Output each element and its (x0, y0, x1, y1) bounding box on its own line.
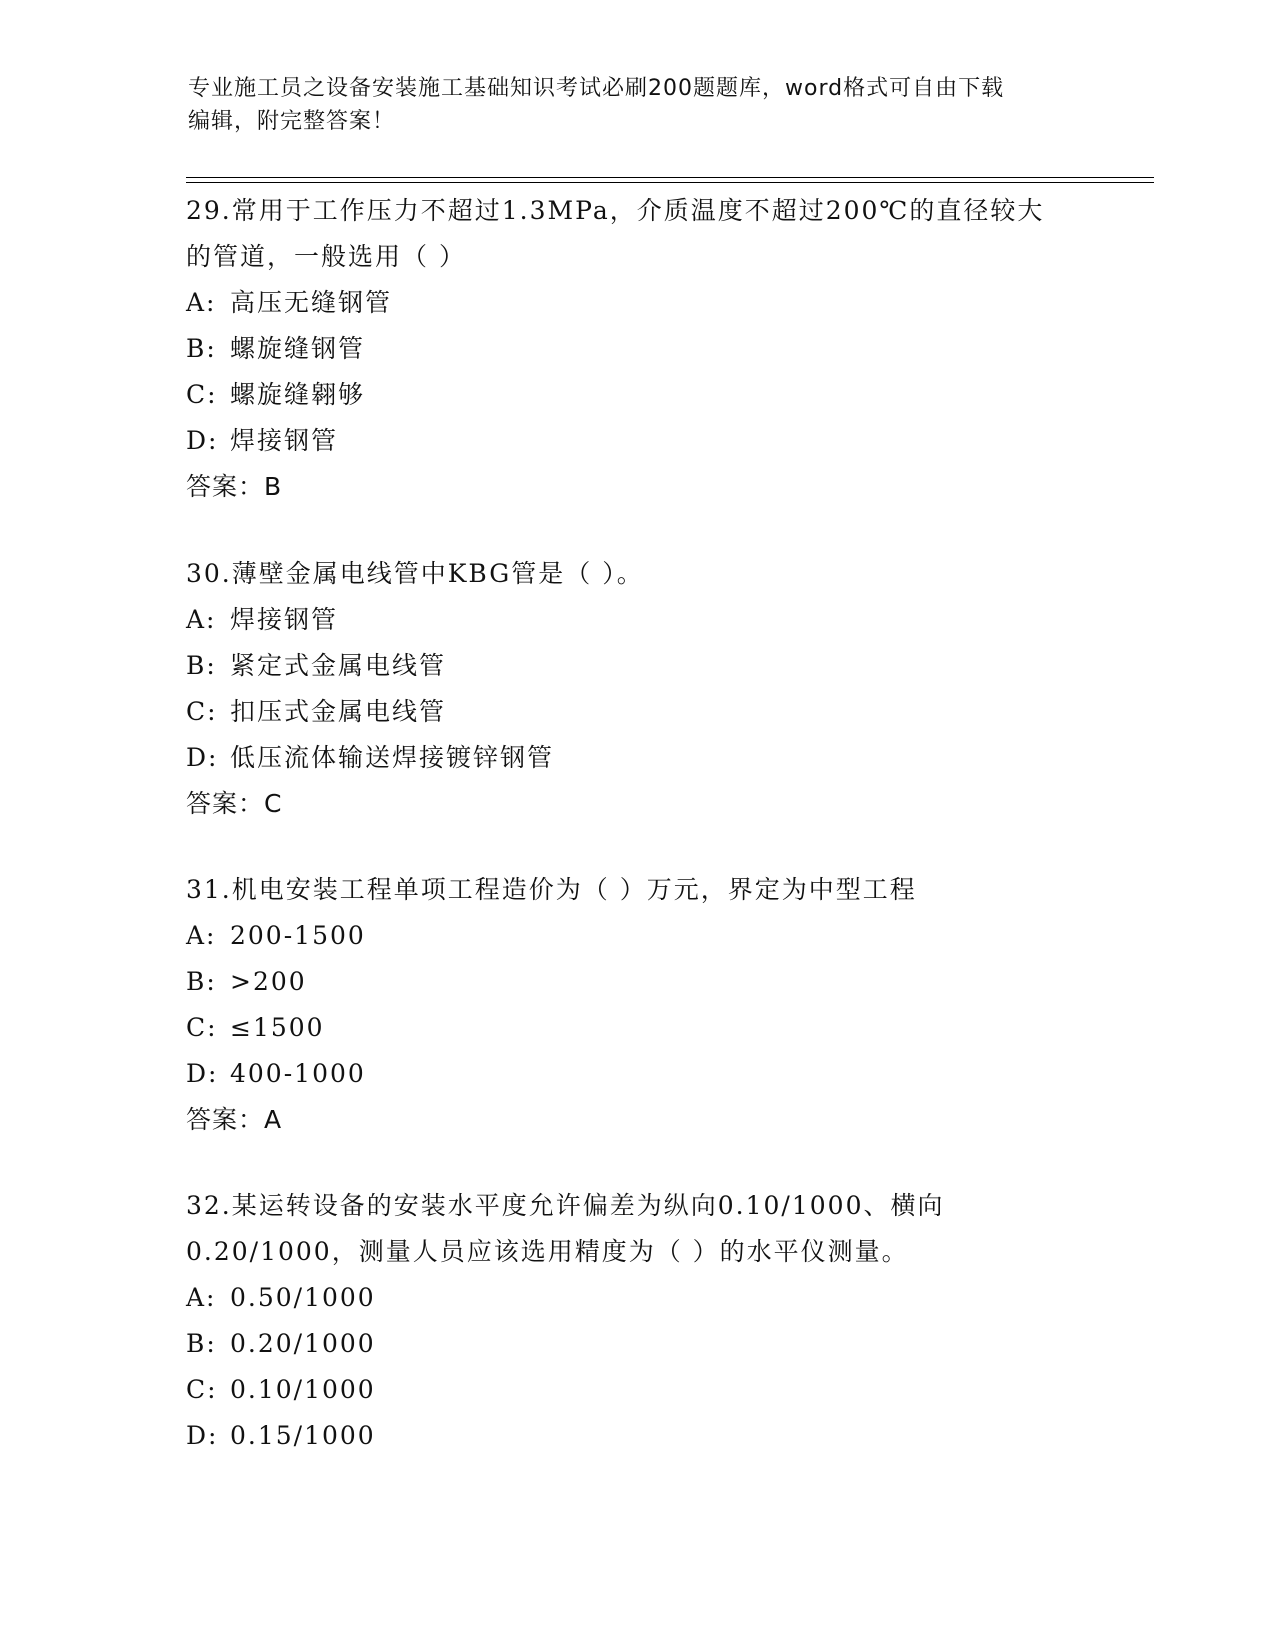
option-a (186, 597, 1086, 643)
option-text: 高压无缝钢管 (230, 288, 393, 317)
header-divider-top (186, 177, 1154, 178)
option-text: 0.20/1000 (230, 1329, 376, 1358)
option-letter: D: (186, 426, 219, 455)
question-31 (186, 867, 1086, 1143)
option-d (186, 1051, 1086, 1097)
option-letter: C: (186, 380, 218, 409)
answer-line: 答案：A (186, 1105, 283, 1134)
answer-line: 答案：B (186, 472, 283, 501)
option-c (186, 372, 1086, 418)
document-header (188, 72, 1068, 138)
option-text: 焊接钢管 (230, 605, 339, 634)
option-letter: A: (186, 1283, 217, 1312)
option-letter: A: (186, 288, 217, 317)
option-text: 低压流体输送焊接镀锌钢管 (230, 743, 555, 772)
option-text: ≤1500 (230, 1013, 325, 1042)
option-c (186, 1005, 1086, 1051)
option-text: 400-1000 (230, 1059, 366, 1088)
option-letter: B: (186, 334, 217, 363)
option-c (186, 1367, 1086, 1413)
option-a (186, 913, 1086, 959)
option-d (186, 1413, 1086, 1459)
option-text: 0.10/1000 (230, 1375, 376, 1404)
option-text: 螺旋缝钢管 (230, 334, 366, 363)
header-divider-bottom (186, 182, 1154, 183)
option-letter: C: (186, 697, 218, 726)
question-32 (186, 1183, 1086, 1459)
option-a (186, 1275, 1086, 1321)
option-text: 0.15/1000 (230, 1421, 376, 1450)
option-text: >200 (230, 967, 307, 996)
option-a (186, 280, 1086, 326)
option-letter: A: (186, 921, 217, 950)
option-letter: B: (186, 1329, 217, 1358)
answer-line: 答案：C (186, 789, 283, 818)
question-text-line: 29.常用于工作压力不超过1.3MPa，介质温度不超过200℃的直径较大 (186, 196, 1045, 225)
option-letter: C: (186, 1375, 218, 1404)
option-d (186, 418, 1086, 464)
question-29 (186, 188, 1086, 510)
option-letter: D: (186, 743, 219, 772)
option-b (186, 643, 1086, 689)
question-30 (186, 551, 1086, 827)
option-b (186, 959, 1086, 1005)
option-text: 紧定式金属电线管 (230, 651, 447, 680)
option-letter: D: (186, 1421, 219, 1450)
option-b (186, 326, 1086, 372)
option-text: 0.50/1000 (230, 1283, 376, 1312)
option-b (186, 1321, 1086, 1367)
header-title-line-2: 编辑，附完整答案！ (188, 109, 396, 134)
option-text: 焊接钢管 (230, 426, 339, 455)
option-text: 扣压式金属电线管 (230, 697, 447, 726)
option-letter: D: (186, 1059, 219, 1088)
header-title-line-1: 专业施工员之设备安装施工基础知识考试必刷200题题库，word格式可自由下载 (188, 76, 1005, 101)
option-letter: B: (186, 651, 217, 680)
question-text-line: 31.机电安装工程单项工程造价为（ ）万元，界定为中型工程 (186, 875, 917, 904)
option-c (186, 689, 1086, 735)
question-text-line: 32.某运转设备的安装水平度允许偏差为纵向0.10/1000、横向 (186, 1191, 945, 1220)
option-text: 200-1500 (230, 921, 366, 950)
question-text-line: 的管道，一般选用（ ） (186, 242, 466, 271)
question-text-line: 30.薄壁金属电线管中KBG管是（ ）。 (186, 559, 644, 588)
option-text: 螺旋缝翱够 (230, 380, 366, 409)
option-d (186, 735, 1086, 781)
option-letter: A: (186, 605, 217, 634)
option-letter: C: (186, 1013, 218, 1042)
option-letter: B: (186, 967, 217, 996)
question-text-line: 0.20/1000，测量人员应该选用精度为（ ）的水平仪测量。 (186, 1237, 909, 1266)
